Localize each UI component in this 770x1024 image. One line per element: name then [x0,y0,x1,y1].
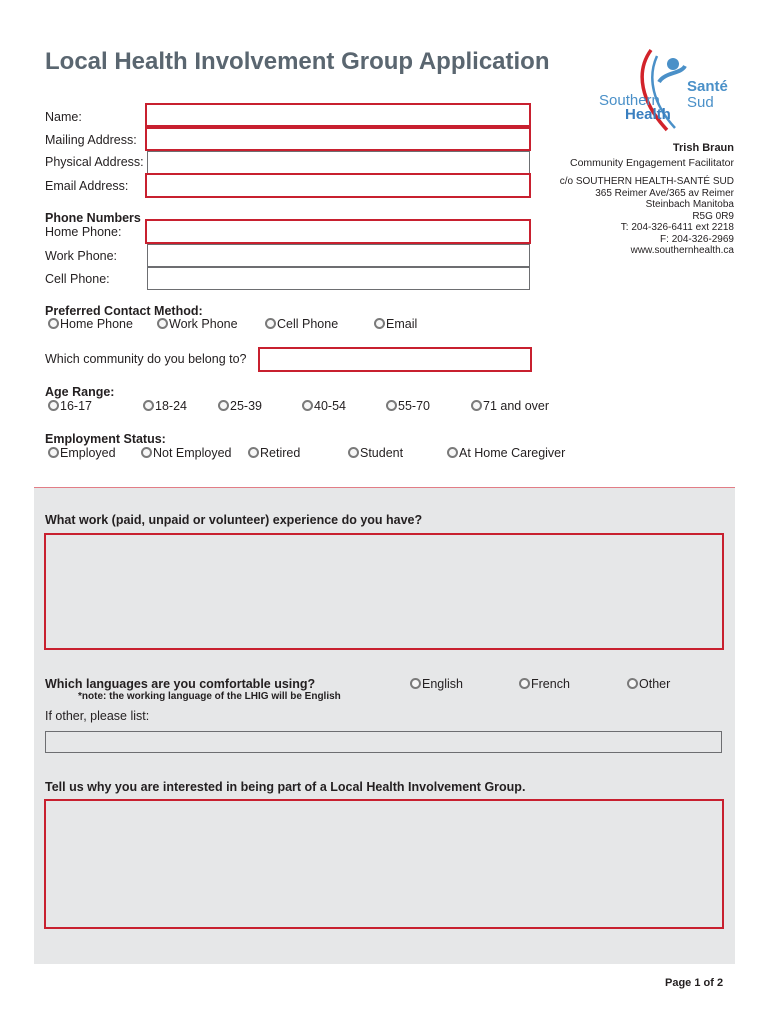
community-field[interactable] [258,347,532,372]
radio-icon[interactable] [410,678,421,689]
radio-icon[interactable] [157,318,168,329]
option-label: At Home Caregiver [459,446,566,460]
employment-status-heading: Employment Status: [45,432,166,446]
employment-home-caregiver-option[interactable] [447,446,565,460]
radio-icon[interactable] [627,678,638,689]
contact-role: Community Engagement Facilitator [570,157,734,169]
radio-icon[interactable] [265,318,276,329]
radio-icon[interactable] [248,447,259,458]
radio-icon[interactable] [471,400,482,411]
language-other-option[interactable] [627,677,670,691]
option-label: English [422,677,463,691]
option-label: Email [386,317,418,331]
contact-line: F: 204-326-2969 [660,233,734,245]
radio-icon[interactable] [141,447,152,458]
contact-line: c/o SOUTHERN HEALTH-SANTÉ SUD [559,176,734,187]
preferred-home-phone-option[interactable] [48,317,133,331]
age-option-16-17[interactable] [48,399,92,413]
radio-icon[interactable] [48,447,59,458]
preferred-work-phone-option[interactable] [157,317,238,331]
preferred-email-option[interactable] [374,317,417,331]
name-field[interactable] [145,103,531,127]
languages-question: Which languages are you comfortable using? [45,677,316,691]
languages-note: *note: the working language of the LHIG will be English [78,691,341,702]
home-phone-field[interactable] [145,219,531,244]
interest-question: Tell us why you are interested in being part of a Local Health Involvement Group. [45,780,526,794]
cell-phone-field[interactable] [147,267,530,290]
cell-phone-label: Cell Phone: [45,272,110,286]
radio-icon[interactable] [48,318,59,329]
mailing-address-field[interactable] [145,127,531,151]
radio-icon[interactable] [386,400,397,411]
preferred-contact-heading: Preferred Contact Method: [45,304,203,318]
option-label: Not Employed [153,446,232,460]
option-label: 18-24 [155,399,187,413]
option-label: 55-70 [398,399,430,413]
radio-icon[interactable] [143,400,154,411]
radio-icon[interactable] [519,678,530,689]
age-option-18-24[interactable] [143,399,187,413]
home-phone-label: Home Phone: [45,225,122,239]
employment-employed-option[interactable] [48,446,116,460]
logo-word-sud: Sud [687,94,714,111]
work-phone-field[interactable] [147,244,530,267]
radio-icon[interactable] [348,447,359,458]
mailing-address-label: Mailing Address: [45,133,137,147]
age-range-heading: Age Range: [45,385,115,399]
option-label: Cell Phone [277,317,339,331]
physical-address-label: Physical Address: [45,155,144,169]
option-label: Employed [60,446,116,460]
age-option-40-54[interactable] [302,399,346,413]
contact-line: www.southernhealth.ca [630,245,734,256]
contact-line: Steinbach Manitoba [645,199,734,210]
phone-numbers-heading: Phone Numbers [45,211,141,225]
logo-word-health: Health [625,106,671,123]
age-option-55-70[interactable] [386,399,430,413]
name-label: Name: [45,110,82,124]
preferred-cell-phone-option[interactable] [265,317,338,331]
radio-icon[interactable] [218,400,229,411]
contact-name: Trish Braun [672,142,734,154]
age-option-71-and-over[interactable] [471,399,549,413]
logo-word-southern: Southern [599,92,660,109]
physical-address-field[interactable] [147,151,530,174]
email-address-label: Email Address: [45,179,129,193]
option-label: Student [360,446,404,460]
southern-health-logo [595,42,735,134]
work-phone-label: Work Phone: [45,249,118,263]
contact-line: 365 Reimer Ave/365 av Reimer [595,187,734,199]
interest-textarea[interactable] [44,799,724,929]
other-languages-field[interactable] [45,731,722,753]
option-label: Other [639,677,671,691]
page-title: Local Health Involvement Group Application [45,48,550,75]
employment-not-employed-option[interactable] [141,446,232,460]
other-languages-label: If other, please list: [45,709,150,723]
email-address-field[interactable] [145,173,531,198]
experience-question: What work (paid, unpaid or volunteer) experience do you have? [45,513,423,527]
experience-textarea[interactable] [44,533,724,650]
employment-student-option[interactable] [348,446,403,460]
language-english-option[interactable] [410,677,463,691]
contact-line: T: 204-326-6411 ext 2218 [620,222,734,233]
option-label: French [531,677,570,691]
option-label: Work Phone [169,317,238,331]
option-label: 71 and over [483,399,550,413]
option-label: 40-54 [314,399,346,413]
contact-block [560,141,734,257]
radio-icon[interactable] [447,447,458,458]
language-french-option[interactable] [519,677,570,691]
radio-icon[interactable] [48,400,59,411]
age-option-25-39[interactable] [218,399,262,413]
option-label: Retired [260,446,301,460]
logo-word-sante: Santé [687,78,728,95]
option-label: 25-39 [230,399,262,413]
radio-icon[interactable] [302,400,313,411]
employment-retired-option[interactable] [248,446,300,460]
radio-icon[interactable] [374,318,385,329]
contact-line: R5G 0R9 [692,210,734,222]
community-label: Which community do you belong to? [45,352,247,366]
option-label: Home Phone [60,317,133,331]
option-label: 16-17 [60,399,92,413]
page-number: Page 1 of 2 [665,977,724,989]
